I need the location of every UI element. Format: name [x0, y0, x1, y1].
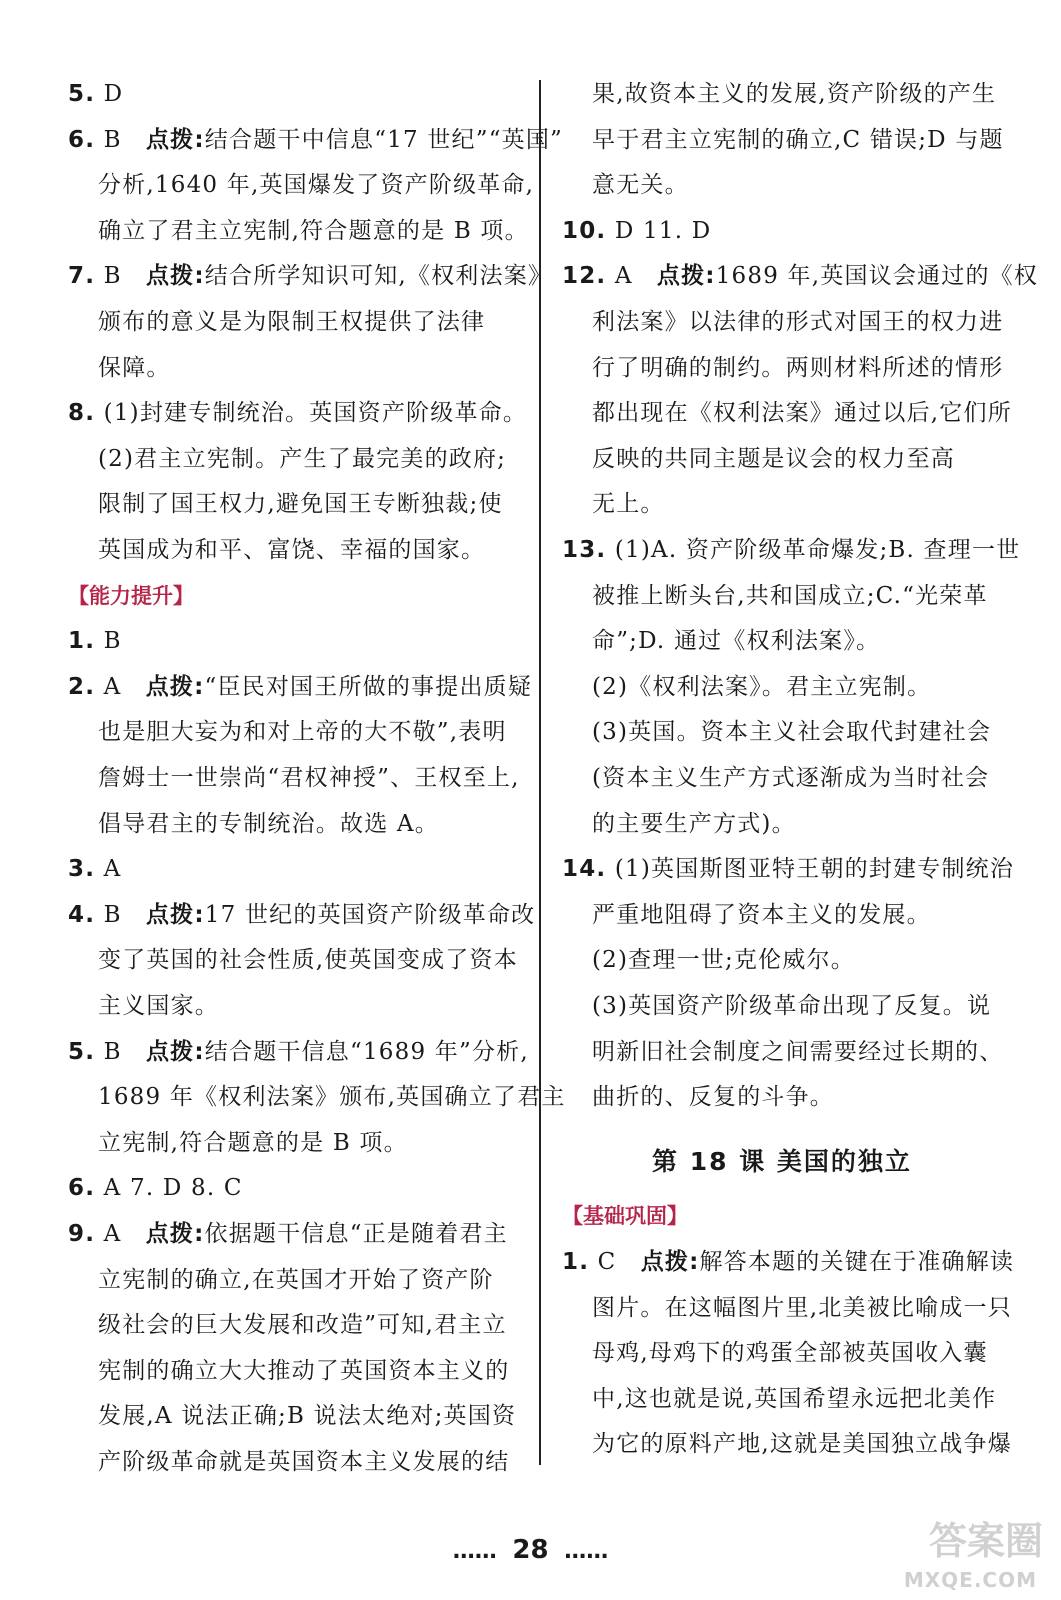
answer-item: [68, 899, 535, 931]
hint-text: 依据题干信息“正是随着君主: [204, 1221, 508, 1247]
answer-item: [562, 534, 1020, 566]
answer-line: [98, 1264, 494, 1296]
answer-line: [592, 78, 996, 110]
answer-line: [98, 443, 506, 475]
answer-text: 曲折的、反复的斗争。: [592, 1084, 834, 1111]
answer-text: (3)英国资产阶级革命出现了反复。说: [592, 993, 992, 1019]
answer-line: [98, 215, 529, 247]
answer-line: [592, 808, 796, 840]
answer-item: [68, 78, 123, 110]
answer-choice: A 7. D 8. C: [103, 1175, 243, 1202]
answer-text: 英国成为和平、富饶、幸福的国家。: [98, 537, 486, 563]
hint-text: 结合题干信息“1689 年”分析,: [204, 1038, 529, 1065]
answer-line: [592, 306, 1003, 338]
watermark-logo: [893, 1510, 1043, 1592]
answer-text: 发展,A 说法正确;B 说法太绝对;英国资: [98, 1403, 517, 1430]
hint-label: 点拨:: [145, 263, 205, 290]
answer-text: 颁布的意义是为限制王权提供了法律: [98, 309, 486, 335]
lesson-title: 第 18 课 美国的独立: [652, 1146, 912, 1176]
answer-text: 为它的原料产地,这就是美国独立战争爆: [592, 1431, 1012, 1458]
hint-label: 点拨:: [640, 1249, 700, 1275]
hint-text: 结合所学知识可知,《权利法案》: [204, 263, 553, 290]
answer-choice: A: [103, 856, 122, 883]
answer-text: 果,故资本主义的发展,资产阶级的产生: [592, 81, 997, 107]
answer-text: 变了英国的社会性质,使英国变成了资本: [98, 947, 518, 974]
answer-item: [68, 853, 121, 885]
hint-label: 点拨:: [145, 1038, 205, 1065]
answer-line: [592, 352, 1003, 384]
answer-text: 立宪制,符合题意的是 B 项。: [98, 1129, 408, 1156]
answer-number: 2.: [68, 673, 96, 700]
answer-text: 1689 年《权利法案》颁布,英国确立了君主: [98, 1084, 566, 1111]
answer-text: 命”;D. 通过《权利法案》。: [592, 628, 881, 655]
answer-text: 宪制的确立大大推动了英国资本主义的: [98, 1357, 510, 1384]
page-number-dots-left: ……: [452, 1539, 497, 1564]
answer-line: [592, 169, 689, 201]
answer-line: [98, 1446, 509, 1478]
watermark-brand: 答案圈: [928, 1519, 1043, 1563]
answer-item: [68, 671, 532, 703]
answer-text: 图片。在这幅图片里,北美被比喻成一只: [592, 1294, 1012, 1321]
answer-text: 级社会的巨大发展和改造”可知,君主立: [98, 1312, 507, 1339]
answer-item: [68, 260, 552, 292]
answer-text: 母鸡,母鸡下的鸡蛋全部被英国收入囊: [592, 1340, 988, 1367]
answer-number: 7.: [68, 263, 96, 290]
watermark-site: MXQE.COM: [903, 1568, 1037, 1592]
answer-line: [592, 625, 880, 657]
answer-number: 1.: [562, 1249, 590, 1275]
answer-text: (2)查理一世;克伦威尔。: [592, 947, 855, 974]
answer-line: [98, 990, 219, 1022]
hint-label: 点拨:: [145, 673, 205, 700]
answer-number: 1.: [68, 628, 96, 655]
answer-line: [98, 1081, 566, 1113]
answer-text: 明新旧社会制度之间需要经过长期的、: [592, 1038, 1004, 1065]
answer-line: [98, 944, 518, 976]
answer-number: 5.: [68, 81, 96, 107]
answer-choice: D 11. D: [614, 217, 712, 244]
answer-choice: A: [103, 1221, 122, 1247]
answer-number: 13.: [562, 537, 607, 563]
answer-text: 被推上断头台,共和国成立;C.“光荣革: [592, 582, 988, 609]
answer-line: [98, 1355, 509, 1387]
answer-text: 行了明确的制约。两则材料所述的情形: [592, 354, 1004, 381]
answer-line: [592, 899, 931, 931]
answer-number: 3.: [68, 856, 96, 883]
answer-item: [562, 853, 1014, 885]
answer-item: [68, 124, 563, 156]
answer-line: [98, 1127, 408, 1159]
answer-choice: C: [597, 1249, 617, 1275]
answer-choice: B: [103, 1038, 122, 1065]
answer-choice: (1)A. 资产阶级革命爆发;B. 查理一世: [614, 537, 1021, 563]
answer-line: [592, 443, 955, 475]
answer-text: 利法案》以法律的形式对国王的权力进: [592, 309, 1004, 335]
page-number-value: 28: [512, 1535, 549, 1565]
hint-text: 17 世纪的英国资产阶级革命改: [204, 901, 536, 928]
answer-line: [592, 990, 991, 1022]
answer-text: 也是胆大妄为和对上帝的大不敬”,表明: [98, 719, 507, 746]
answer-number: 8.: [68, 400, 96, 427]
answer-text: (2)君主立宪制。产生了最完美的政府;: [98, 445, 507, 472]
answer-item: [562, 1246, 1014, 1278]
hint-text: 结合题干中信息“17 世纪”“英国”: [204, 126, 564, 153]
hint-label: 点拨:: [145, 901, 205, 928]
answer-line: [98, 488, 503, 520]
answer-line: [98, 1400, 516, 1432]
answer-text: 限制了国王权力,避免国王专断独裁;使: [98, 491, 503, 518]
answer-number: 5.: [68, 1038, 96, 1065]
answer-choice: B: [103, 263, 122, 290]
answer-item: [68, 1172, 243, 1204]
answer-text: 倡导君主的专制统治。故选 A。: [98, 810, 439, 837]
hint-text: 1689 年,英国议会通过的《权: [715, 263, 1039, 290]
answer-number: 6.: [68, 126, 96, 153]
answer-text: (3)英国。资本主义社会取代封建社会: [592, 719, 992, 746]
answer-text: 早于君主立宪制的确立,C 错误;D 与题: [592, 126, 1004, 153]
answer-choice: (1)英国斯图亚特王朝的封建专制统治: [614, 856, 1015, 883]
hint-text: “臣民对国王所做的事提出质疑: [204, 673, 533, 700]
answer-number: 6.: [68, 1175, 96, 1202]
answer-line: [592, 1081, 834, 1113]
answer-choice: D: [103, 81, 124, 107]
answer-line: [98, 716, 507, 748]
answer-line: [98, 762, 520, 794]
answer-line: [592, 580, 988, 612]
answer-choice: A: [103, 673, 122, 700]
answer-line: [98, 169, 534, 201]
answer-line: [592, 762, 989, 794]
answer-line: [592, 1292, 1012, 1324]
answer-item: [68, 625, 122, 657]
section-heading: 【能力提升】: [68, 583, 194, 608]
answer-text: 严重地阻碍了资本主义的发展。: [592, 901, 931, 928]
answer-number: 4.: [68, 901, 96, 928]
answer-text: 保障。: [98, 354, 171, 381]
answer-choice: B: [103, 628, 122, 655]
answer-line: [592, 1383, 996, 1415]
section-heading: 【基础巩固】: [562, 1204, 688, 1229]
hint-label: 点拨:: [145, 1221, 205, 1247]
answer-text: 的主要生产方式)。: [592, 810, 796, 837]
hint-label: 点拨:: [145, 126, 205, 153]
hint-label: 点拨:: [656, 263, 716, 290]
answer-text: 产阶级革命就是英国资本主义发展的结: [98, 1449, 510, 1475]
answer-line: [98, 306, 485, 338]
answer-text: 立宪制的确立,在英国才开始了资产阶: [98, 1266, 494, 1293]
answer-line: [592, 124, 1004, 156]
answer-choice: B: [103, 126, 122, 153]
answer-text: (2)《权利法案》。君主立宪制。: [592, 673, 932, 700]
answer-item: [562, 260, 1038, 292]
answer-line: [592, 488, 665, 520]
answer-text: 中,这也就是说,英国希望永远把北美作: [592, 1385, 997, 1412]
answer-line: [98, 534, 485, 566]
answer-line: [592, 671, 931, 703]
answer-text: 詹姆士一世崇尚“君权神授”、王权至上,: [98, 765, 520, 791]
answer-text: (资本主义生产方式逐渐成为当时社会: [592, 765, 990, 791]
answer-line: [592, 1428, 1012, 1460]
answer-line: [98, 808, 439, 840]
answer-number: 12.: [562, 263, 607, 290]
answer-item: [68, 1036, 529, 1068]
answer-text: 都出现在《权利法案》通过以后,它们所: [592, 400, 1012, 427]
answer-text: 主义国家。: [98, 993, 219, 1019]
answer-line: [592, 716, 991, 748]
page-number-dots-right: ……: [564, 1539, 609, 1564]
answer-text: 意无关。: [592, 172, 689, 199]
answer-number: 9.: [68, 1221, 96, 1247]
answer-line: [592, 1337, 988, 1369]
answer-text: 反映的共同主题是议会的权力至高: [592, 445, 955, 472]
answer-choice: (1)封建专制统治。英国资产阶级革命。: [103, 400, 528, 427]
answer-text: 无上。: [592, 491, 665, 518]
answer-text: 确立了君主立宪制,符合题意的是 B 项。: [98, 217, 529, 244]
answer-number: 10.: [562, 217, 607, 244]
answer-item: [68, 397, 527, 429]
answer-item: [68, 1218, 508, 1250]
answer-text: 分析,1640 年,英国爆发了资产阶级革命,: [98, 172, 535, 199]
answer-item: [562, 215, 711, 247]
answer-line: [592, 397, 1012, 429]
answer-choice: A: [614, 263, 633, 290]
answer-number: 14.: [562, 856, 607, 883]
hint-text: 解答本题的关键在于准确解读: [699, 1249, 1015, 1275]
answer-line: [98, 1309, 507, 1341]
answer-line: [98, 352, 171, 384]
answer-line: [592, 1036, 1003, 1068]
answer-line: [592, 944, 855, 976]
answer-choice: B: [103, 901, 122, 928]
